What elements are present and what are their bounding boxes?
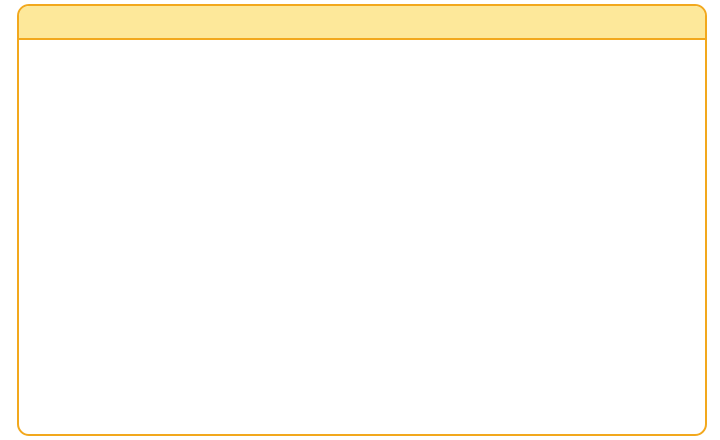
table-title bbox=[19, 6, 705, 40]
conjugation-table bbox=[17, 4, 707, 436]
